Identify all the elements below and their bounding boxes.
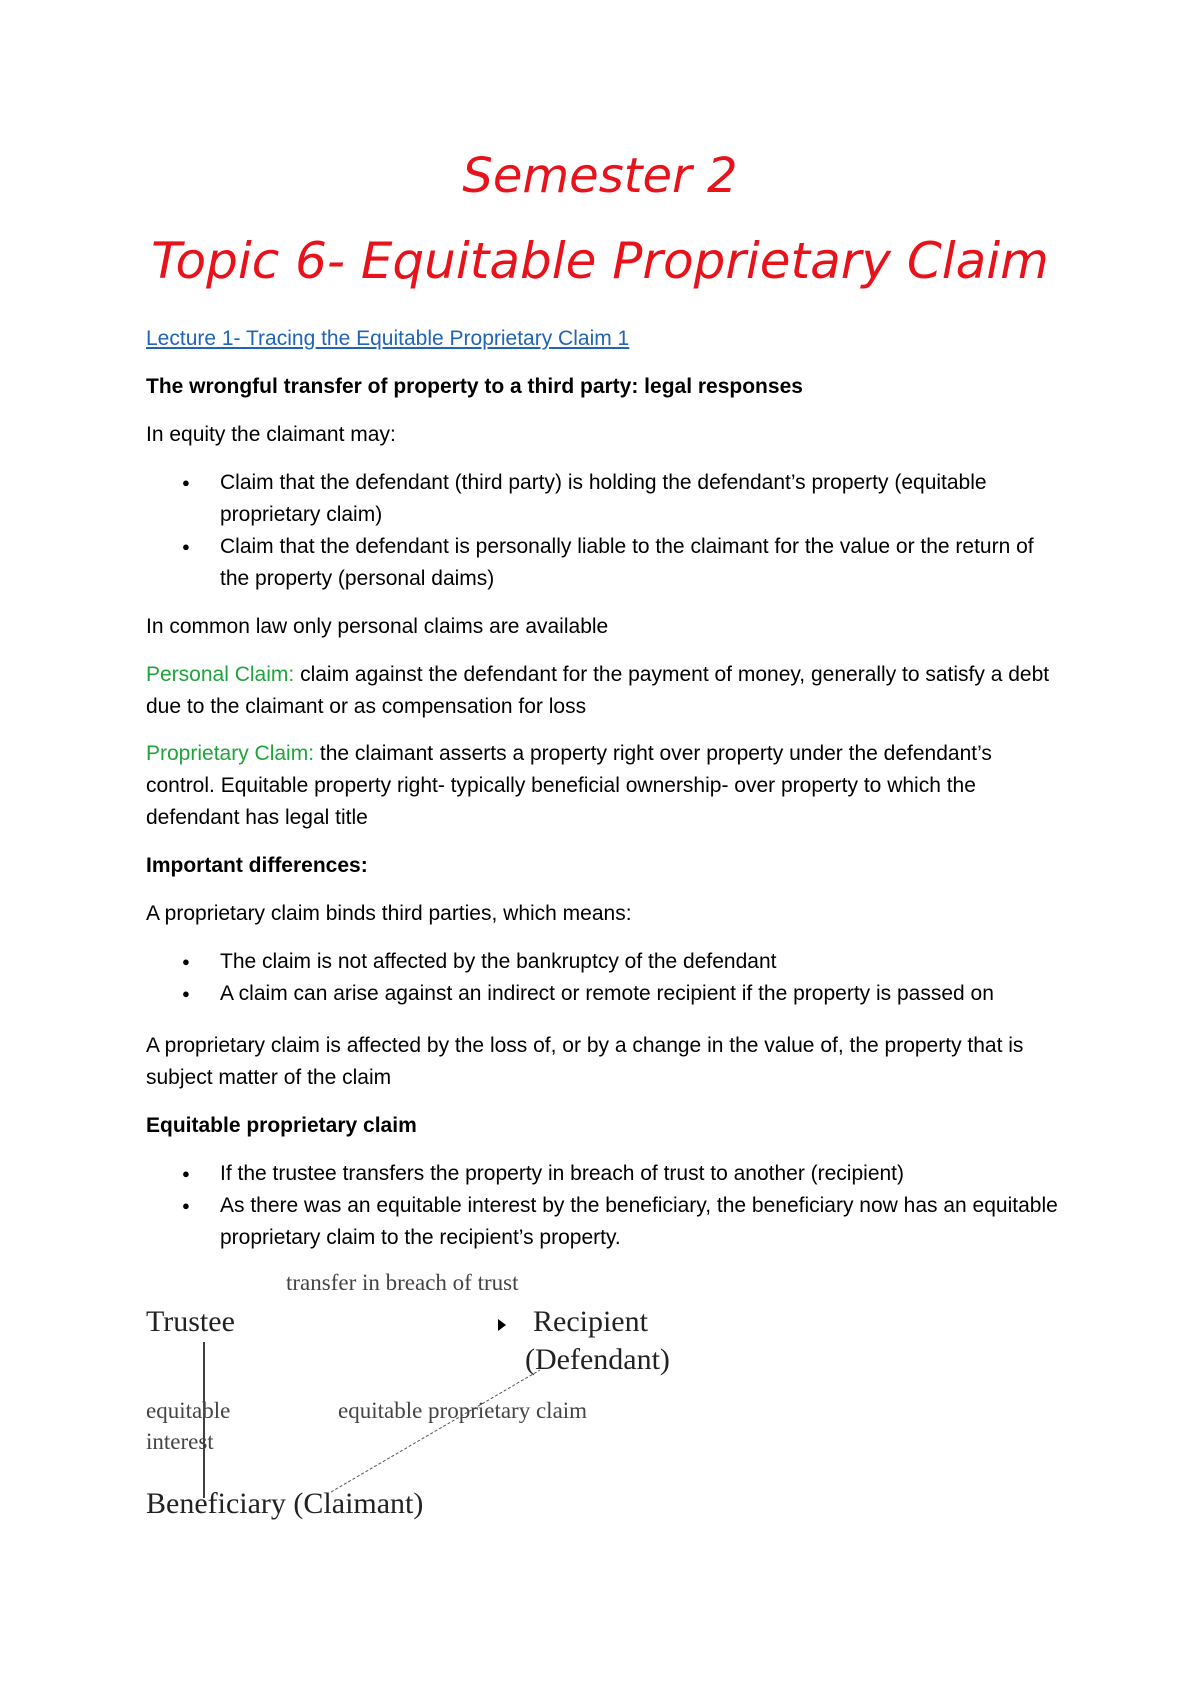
personal-claim-label: Personal Claim: [146, 663, 295, 686]
list-item: ● If the trustee transfers the property in breach of trust to another (recipient) [146, 1158, 1066, 1190]
trust-diagram [0, 1250, 1200, 1550]
lecture-link[interactable]: Lecture 1- Tracing the Equitable Proprietary Claim 1 [146, 327, 630, 350]
personal-claim-text: claim against the defendant for the payment of money, generally to satisfy a debt due to the claimant or as compensation for loss [146, 663, 1050, 718]
list-item: ● As there was an equitable interest by the beneficiary, the beneficiary now has an equitable proprietary claim to the recipient’s property. [146, 1190, 1066, 1254]
binds-third-parties-intro: A proprietary claim binds third parties, which means: [146, 902, 632, 925]
proprietary-claim-label: Proprietary Claim: [146, 742, 315, 765]
equitable-label: equitable [146, 1398, 231, 1423]
defendant-label: (Defendant) [525, 1343, 670, 1376]
topic-title: Topic 6- Equitable Proprietary Claim [151, 232, 1049, 290]
claim-line [331, 1370, 540, 1492]
proprietary-claim-text: the claimant asserts a property right over property under the defendant’s control. Equitable property right- typically beneficial ownership- over property to which the defendant has legal title [146, 742, 992, 829]
list-item: ● A claim can arise against an indirect or remote recipient if the property is passed on [146, 978, 1066, 1010]
equity-claims-list [146, 467, 1066, 595]
important-differences-heading: Important differences: [146, 854, 368, 877]
transfer-arrowhead-icon [498, 1319, 506, 1331]
semester-title: Semester 2 [462, 148, 738, 204]
section-heading-wrongful-transfer: The wrongful transfer of property to a third party: legal responses [146, 375, 803, 398]
equity-intro: In equity the claimant may: [146, 423, 396, 446]
equitable-claim-heading: Equitable proprietary claim [146, 1114, 417, 1137]
equitable-claim-list [146, 1158, 1066, 1254]
interest-label: interest [146, 1429, 214, 1454]
list-item: ● Claim that the defendant (third party) is holding the defendant’s property (equitable proprietary claim) [146, 467, 1066, 531]
claim-label: equitable proprietary claim [338, 1398, 588, 1423]
beneficiary-label: Beneficiary (Claimant) [146, 1487, 424, 1520]
trustee-label: Trustee [146, 1305, 235, 1338]
proprietary-claim-definition [146, 738, 1066, 834]
list-item: ● The claim is not affected by the bankruptcy of the defendant [146, 946, 1066, 978]
transfer-label: transfer in breach of trust [286, 1270, 519, 1295]
affected-by-loss-text: A proprietary claim is affected by the loss of, or by a change in the value of, the property that is subject matter of the claim [146, 1034, 1024, 1089]
personal-claim-definition [146, 659, 1066, 723]
list-item: ● Claim that the defendant is personally liable to the claimant for the value or the return of the property (personal daims) [146, 531, 1066, 595]
third-party-effects-list [146, 946, 1066, 1010]
recipient-label: Recipient [533, 1305, 648, 1338]
common-law-text: In common law only personal claims are available [146, 615, 609, 638]
